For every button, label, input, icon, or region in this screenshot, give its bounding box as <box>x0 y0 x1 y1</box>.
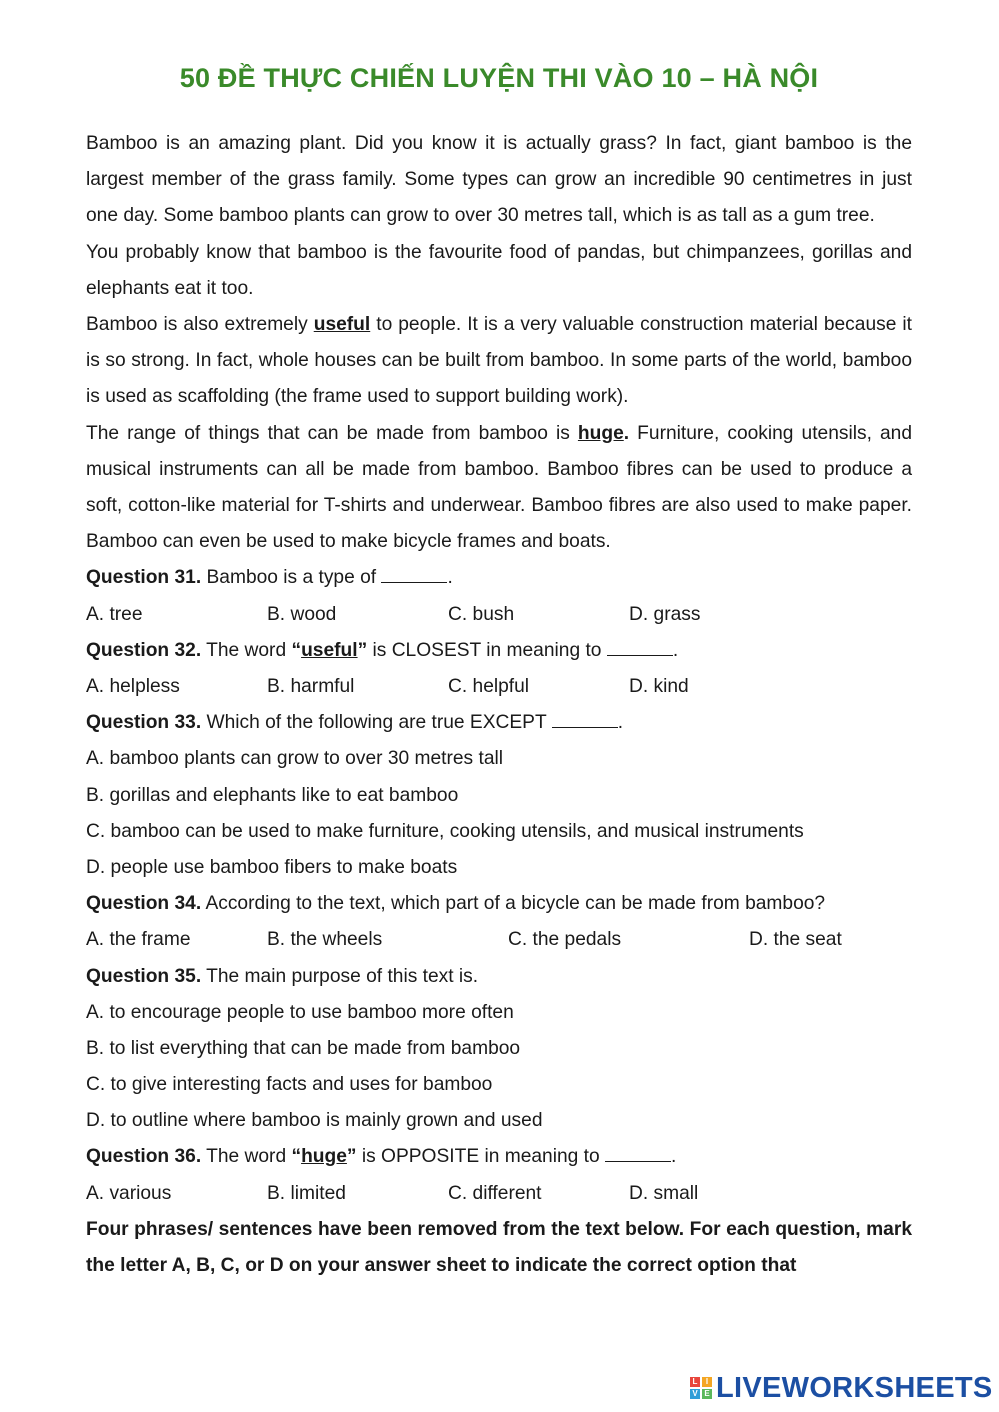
option-d[interactable]: D. to outline where bamboo is mainly grown and used <box>86 1110 543 1132</box>
quote-open: “ <box>291 639 302 661</box>
quote-close: ” <box>346 1146 357 1168</box>
option-d[interactable]: D. the seat <box>749 929 842 951</box>
passage-paragraph-1: Bamboo is an amazing plant. Did you know it is actually grass? In fact, giant bamboo is the largest member of the grass family. Some types can grow an incredible 90 centimetres in just one day. Some bamboo plants can grow to over 30 metres tall, which is as tall as a gum tree. <box>86 133 912 227</box>
quote-open: “ <box>291 1146 302 1168</box>
option-a[interactable]: A. to encourage people to use bamboo more often <box>86 1001 514 1023</box>
passage-paragraph-2: You probably know that bamboo is the favourite food of pandas, but chimpanzees, gorillas and elephants eat it too. <box>86 241 912 299</box>
option-d[interactable]: D. people use bamboo fibers to make boats <box>86 856 458 878</box>
question-33 <box>86 705 912 741</box>
option-b[interactable]: B. to list everything that can be made from bamboo <box>86 1037 521 1059</box>
question-end: . <box>672 639 679 661</box>
paragraph-4-dot: . <box>623 422 630 444</box>
paragraph-4-rest: Furniture, cooking utensils, and musical instruments can all be made from bamboo. Bamboo fibres can be used to produce a soft, cotton-like material for T-shirts and underwear. Bamboo fibres are also used to make paper. Bamboo can even be used to make bicycle frames and boats. <box>86 422 913 553</box>
option-b[interactable]: B. harmful <box>267 676 355 697</box>
option-c[interactable]: C. to give interesting facts and uses for bamboo <box>86 1074 493 1096</box>
question-32 <box>86 633 912 669</box>
page-title: 50 ĐỀ THỰC CHIẾN LUYỆN THI VÀO 10 – HÀ NỘI <box>179 63 819 93</box>
question-label: Question 34. <box>86 893 202 915</box>
option-c[interactable]: C. helpful <box>448 676 530 697</box>
question-35 <box>86 959 912 995</box>
question-text-post: is OPPOSITE in meaning to <box>361 1146 600 1168</box>
question-text: Bamboo is a type of <box>206 567 377 589</box>
worksheet-body <box>86 126 912 1284</box>
question-label: Question 35. <box>86 965 202 987</box>
option-d[interactable]: D. grass <box>629 603 701 625</box>
passage-paragraph-4 <box>86 416 912 561</box>
answer-blank <box>552 709 618 728</box>
question-label: Question 32. <box>86 639 202 661</box>
paragraph-3-start: Bamboo is also extremely <box>86 314 308 336</box>
question-34-options <box>86 922 912 958</box>
question-36 <box>86 1139 912 1175</box>
paragraph-4-start: The range of things that can be made from bamboo is <box>86 422 570 444</box>
answer-blank <box>605 1143 671 1162</box>
quoted-word: useful <box>301 639 358 661</box>
question-34 <box>86 886 912 922</box>
highlighted-word-huge: huge <box>577 422 624 444</box>
option-c[interactable]: C. bamboo can be used to make furniture, cooking utensils, and musical instruments <box>86 820 804 842</box>
answer-blank <box>607 637 673 656</box>
logo-text: LIVEWORKSHEETS <box>716 1371 993 1404</box>
option-b[interactable]: B. limited <box>267 1182 346 1204</box>
question-text: The main purpose of this text is. <box>206 965 479 987</box>
passage-paragraph-3 <box>86 307 912 416</box>
option-a[interactable]: A. helpless <box>86 676 180 697</box>
logo-letter: E <box>702 1389 712 1399</box>
paragraph-3-rest: to people. It is a very valuable construction material because it is so strong. In fact, whole houses can be built from bamboo. In some parts of the world, bamboo is used as scaffolding (the frame used to support building work). <box>86 314 912 408</box>
logo-mark-icon <box>690 1377 712 1399</box>
question-text-post: is CLOSEST in meaning to <box>372 639 602 661</box>
question-32-options <box>86 669 912 705</box>
question-label: Question 31. <box>86 567 202 589</box>
question-label: Question 33. <box>86 712 202 734</box>
question-text: Which of the following are true EXCEPT <box>206 712 547 734</box>
quote-close: ” <box>357 639 368 661</box>
question-label: Question 36. <box>86 1146 202 1168</box>
question-end: . <box>447 567 453 589</box>
option-c[interactable]: C. different <box>448 1182 542 1204</box>
highlighted-word-useful: useful <box>313 314 371 336</box>
question-text: According to the text, which part of a bicycle can be made from bamboo? <box>205 893 826 915</box>
option-a[interactable]: A. the frame <box>86 929 191 951</box>
question-text: The word <box>206 639 287 661</box>
option-d[interactable]: D. kind <box>629 676 689 697</box>
logo-letter: I <box>702 1377 712 1387</box>
liveworksheets-logo <box>690 1372 993 1404</box>
question-end: . <box>671 1146 677 1168</box>
answer-blank <box>381 564 447 583</box>
question-end: . <box>617 712 624 734</box>
option-c[interactable]: C. bush <box>448 603 515 625</box>
option-a[interactable]: A. tree <box>86 603 143 625</box>
question-31-options <box>86 597 912 633</box>
option-a[interactable]: A. bamboo plants can grow to over 30 metres tall <box>86 748 504 770</box>
question-36-options <box>86 1176 912 1212</box>
question-31 <box>86 560 912 596</box>
logo-letter: V <box>690 1389 700 1399</box>
quoted-word: huge <box>301 1146 347 1168</box>
option-b[interactable]: B. the wheels <box>267 929 383 951</box>
section-instruction: Four phrases/ sentences have been removed from the text below. For each question, mark the letter A, B, C, or D on your answer sheet to indicate the correct option that <box>86 1218 912 1277</box>
logo-letter: L <box>690 1377 700 1387</box>
option-b[interactable]: B. wood <box>267 603 337 625</box>
question-text: The word <box>206 1146 287 1168</box>
option-d[interactable]: D. small <box>629 1182 699 1204</box>
option-b[interactable]: B. gorillas and elephants like to eat bamboo <box>86 784 459 806</box>
option-c[interactable]: C. the pedals <box>508 929 622 951</box>
option-a[interactable]: A. various <box>86 1182 172 1204</box>
